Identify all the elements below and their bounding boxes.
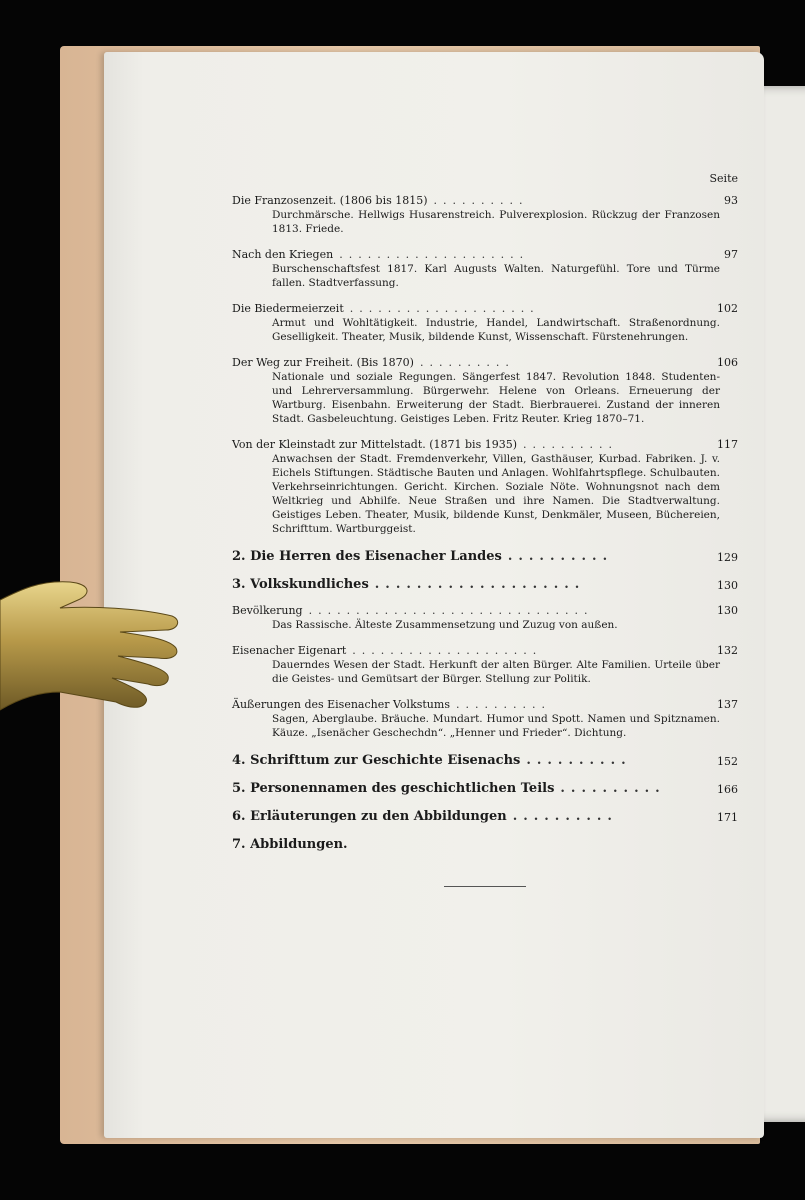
toc-entry: Von der Kleinstadt zur Mittelstadt. (1871 bis 1935) .......... 117 Anwachsen der Stadt. Fremdenverkehr, Villen, Gasthäuser, Kurbad. Fabriken. J. v. Eichels Stiftungen. Städtische Bauten und Anlagen. Wohlfahrtspflege. Schulbauten. Verkehrseinrichtungen. Gericht. Kirchen. Soziale Nöte. Wohnungsnot nach dem Weltkrieg und Abhilfe. Neue Straßen und ihre Namen. Die Stadtverwaltung. Geistiges Leben. Theater, Musik, bildende Kunst, Denkmäler, Museen, Büchereien, Schrifttum. Wartburggeist. [232,438,738,535]
brass-hand-icon [0,560,200,760]
toc-entry: Nach den Kriegen .................... 97 Burschenschaftsfest 1817. Karl Augusts Walten. Naturgefühl. Tore und Türme fallen. Stadtverfassung. [232,248,738,289]
entry-description: Dauerndes Wesen der Stadt. Herkunft der alten Bürger. Alte Familien. Urteile über die Geistes- und Gemütsart der Bürger. Stellung zur Politik. [272,659,720,685]
section-page: 152 [717,755,738,768]
entry-title: Nach den Kriegen [232,248,334,261]
entry-page: 117 [717,438,738,451]
section-title: 2. Die Herren des Eisenacher Landes [232,549,502,564]
toc-entry: Der Weg zur Freiheit. (Bis 1870) .......... 106 Nationale und soziale Regungen. Sängerfest 1847. Revolution 1848. Studenten- und Lehrerversammlung. Bürgerwehr. Helene von Orleans. Erneuerung der Wartburg. Eisenbahn. Erweiterung der Stadt. Bierbrauerei. Zustand der inneren Stadt. Gasbeleuchtung. Geistiges Leben. Fritz Reuter. Krieg 1870–71. [232,356,738,425]
toc-list [232,194,738,864]
entry-description: Anwachsen der Stadt. Fremdenverkehr, Villen, Gasthäuser, Kurbad. Fabriken. J. v. Eichels Stiftungen. Städtische Bauten und Anlagen. Wohlfahrtspflege. Schulbauten. Verkehrseinrichtungen. Gericht. Kirchen. Soziale Nöte. Wohnungsnot nach dem Weltkrieg und Abhilfe. Neue Straßen und ihre Namen. Die Stadtverwaltung. Geistiges Leben. Theater, Musik, bildende Kunst, Denkmäler, Museen, Büchereien, Schrifttum. Wartburggeist. [272,453,720,535]
entry-page: 97 [724,248,738,261]
entry-page: 93 [724,194,738,207]
section-title: 4. Schrifttum zur Geschichte Eisenachs [232,753,521,768]
section-title: 7. Abbildungen. [232,837,348,852]
toc-entry: Äußerungen des Eisenacher Volkstums .......... 137 Sagen, Aberglaube. Bräuche. Mundart. Humor und Spott. Namen und Spitznamen. Käuze. „Isenächer Geschechdn“. „Henner und Frieder“. Dichtung. [232,698,738,739]
section-page: 130 [717,579,738,592]
entry-description: Das Rassische. Älteste Zusammensetzung und Zuzug von außen. [272,619,618,631]
entry-title: Von der Kleinstadt zur Mittelstadt. (1871 bis 1935) [232,438,518,451]
entry-description: Nationale und soziale Regungen. Sängerfest 1847. Revolution 1848. Studenten- und Lehrerversammlung. Bürgerwehr. Helene von Orleans. Erneuerung der Wartburg. Eisenbahn. Erweiterung der Stadt. Bierbrauerei. Zustand der inneren Stadt. Gasbeleuchtung. Geistiges Leben. Fritz Reuter. Krieg 1870–71. [272,371,720,425]
entry-title: Bevölkerung [232,604,303,617]
entry-description: Sagen, Aberglaube. Bräuche. Mundart. Humor und Spott. Namen und Spitznamen. Käuze. „Isenächer Geschechdn“. „Henner und Frieder“. Dichtung. [272,713,720,739]
entry-page: 137 [717,698,738,711]
toc-section-6: 6. Erläuterungen zu den Abbildungen .......... 171 [232,809,738,824]
toc-entry: Die Biedermeierzeit .................... 102 Armut und Wohltätigkeit. Industrie, Handel, Landwirtschaft. Straßenordnung. Geselligkeit. Theater, Musik, bildende Kunst, Wissenschaft. Fürstenehrungen. [232,302,738,343]
section-title: 3. Volkskundliches [232,577,369,592]
section-page: 129 [717,551,738,564]
entry-description: Armut und Wohltätigkeit. Industrie, Handel, Landwirtschaft. Straßenordnung. Geselligkeit. Theater, Musik, bildende Kunst, Wissenschaft. Fürstenehrungen. [272,317,720,343]
entry-description: Burschenschaftsfest 1817. Karl Augusts Walten. Naturgefühl. Tore und Türme fallen. Stadtverfassung. [272,263,720,289]
toc-section-7 [232,836,738,854]
section-page: 171 [717,811,738,824]
entry-page: 102 [717,302,738,315]
end-rule [444,886,526,887]
toc-entry: Die Franzosenzeit. (1806 bis 1815) .......... 93 Durchmärsche. Hellwigs Husarenstreich. Pulverexplosion. Rückzug der Franzosen 1813. Friede. [232,194,738,235]
toc-section-2: 2. Die Herren des Eisenacher Landes .......... 129 [232,549,738,564]
entry-page: 106 [717,356,738,369]
section-page: 166 [717,783,738,796]
entry-title: Äußerungen des Eisenacher Volkstums [232,698,450,711]
seite-label: Seite [709,172,738,185]
toc-section-5: 5. Personennamen des geschichtlichen Teils .......... 166 [232,781,738,796]
entry-page: 132 [717,644,738,657]
toc-section-3: 3. Volkskundliches .................... 130 [232,577,738,592]
entry-title: Der Weg zur Freiheit. (Bis 1870) [232,356,414,369]
toc-entry: Bevölkerung .............................. 130 Das Rassische. Älteste Zusammensetzung und Zuzug von außen. [232,604,738,631]
entry-description: Durchmärsche. Hellwigs Husarenstreich. Pulverexplosion. Rückzug der Franzosen 1813. Friede. [272,209,720,235]
section-title: 6. Erläuterungen zu den Abbildungen [232,809,507,824]
toc-entry: Eisenacher Eigenart .................... 132 Dauerndes Wesen der Stadt. Herkunft der alten Bürger. Alte Familien. Urteile über die Geistes- und Gemütsart der Bürger. Stellung zur Politik. [232,644,738,685]
entry-title: Eisenacher Eigenart [232,644,347,657]
section-title: 5. Personennamen des geschichtlichen Teils [232,781,555,796]
entry-page: 130 [717,604,738,617]
entry-title: Die Biedermeierzeit [232,302,344,315]
toc-section-4: 4. Schrifttum zur Geschichte Eisenachs .......... 152 [232,753,738,768]
entry-title: Die Franzosenzeit. (1806 bis 1815) [232,194,428,207]
